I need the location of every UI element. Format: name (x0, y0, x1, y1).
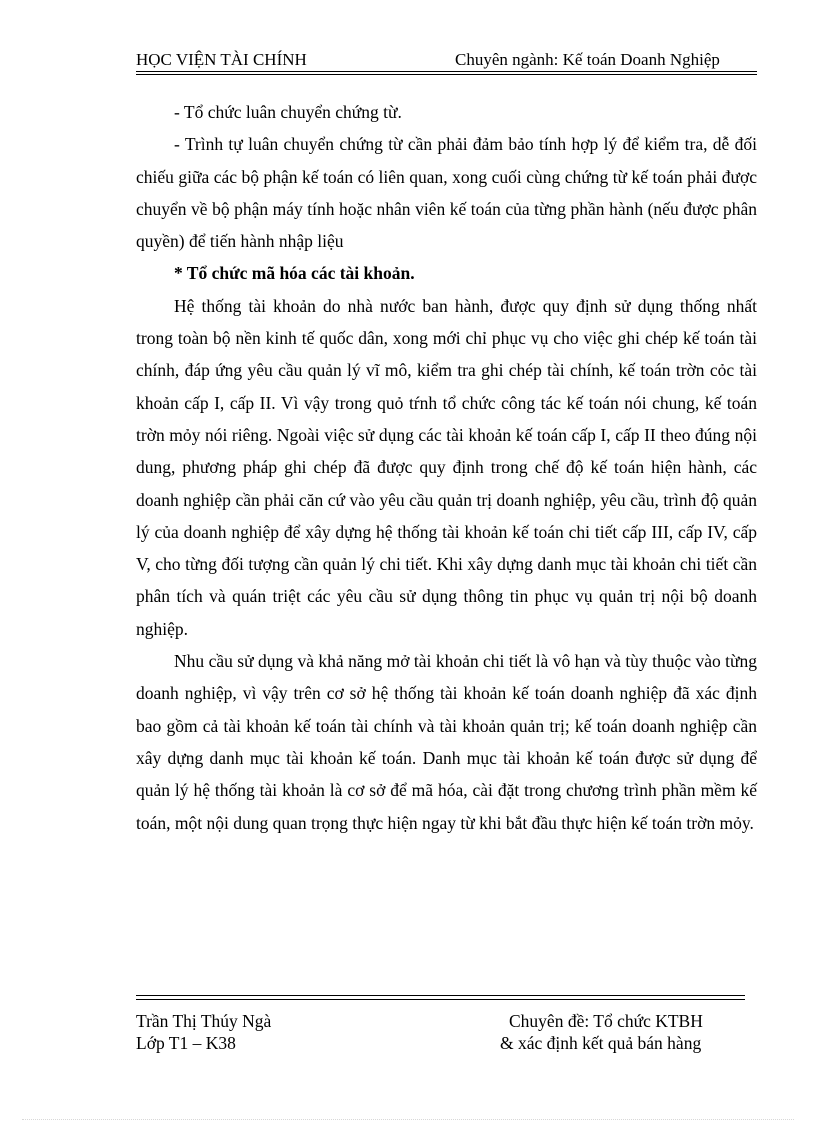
footer-topic-line1: Chuyên đề: Tổ chức KTBH (509, 1011, 703, 1031)
section-heading-account-coding: * Tổ chức mã hóa các tài khoản. (174, 263, 415, 284)
header-institution: HỌC VIỆN TÀI CHÍNH (136, 50, 307, 69)
paragraph-account-system: Hệ thống tài khoản do nhà nước ban hành, được quy định sử dụng thống nhất trong toàn bộ nền kinh tế quốc dân, xong mới chỉ phục vụ cho việc ghi chép kế toán tài chính, đáp ứng yêu cầu quản lý vĩ mô, kiểm tra ghi chép tài chính, kế toán trờn cỏc tài khoản cấp I, cấp II. Vì vậy trong quỏ tŕnh tổ chức công tác kế toán nói chung, kế toán trờn mỏy nói riêng. Ngoài việc sử dụng các tài khoản kế toán cấp I, cấp II theo đúng nội dung, phương pháp ghi chép đã được quy định trong chế độ kế toán hiện hành, các doanh nghiệp cần phải căn cứ vào yêu cầu quản trị doanh nghiệp, yêu cầu, trình độ quản lý của doanh nghiệp để xây dựng hệ thống tài khoản kế toán chi tiết cấp III, cấp IV, cấp V, cho từng đối tượng cần quản lý chi tiết. Khi xây dựng danh mục tài khoản chi tiết cần phân tích và quán triệt các yêu cầu sử dụng thông tin phục vụ quản trị nội bộ doanh nghiệp. (136, 295, 757, 639)
page-bottom-edge (22, 1119, 794, 1120)
footer-author: Trần Thị Thúy Ngà (136, 1011, 272, 1031)
header-divider (136, 71, 757, 72)
footer-topic-line2: & xác định kết quả bán hàng (500, 1033, 702, 1053)
paragraph-circulation-sequence: - Trình tự luân chuyển chứng từ cần phải đảm bảo tính hợp lý để kiểm tra, dễ đối chiếu giữa các bộ phận kế toán có liên quan, xong cuối cùng chứng từ kế toán phải được chuyển về bộ phận máy tính hoặc nhân viên kế toán của từng phần hành (nếu được phân quyền) để tiến hành nhập liệu (136, 134, 757, 252)
document-body (136, 96, 757, 839)
header-divider-double (136, 74, 757, 75)
paragraph-detail-accounts: Nhu cầu sử dụng và khả năng mở tài khoản chi tiết là vô hạn và tùy thuộc vào từng doanh nghiệp, vì vậy trên cơ sở hệ thống tài khoản kế toán doanh nghiệp đã xác định bao gồm cả tài khoản kế toán tài chính và tài khoản quản trị; kế toán doanh nghiệp cần xây dựng danh mục tài khoản kế toán. Danh mục tài khoản kế toán được sử dụng để quản lý hệ thống tài khoản là cơ sở để mã hóa, cài đặt trong chương trình phần mềm kế toán, một nội dung quan trọng thực hiện ngay từ khi bắt đầu thực hiện kế toán trờn mỏy. (136, 651, 757, 833)
footer-divider (136, 995, 745, 996)
footer-class: Lớp T1 – K38 (136, 1033, 236, 1053)
footer-divider-double (136, 999, 745, 1000)
paragraph-document-circulation: - Tổ chức luân chuyển chứng từ. (174, 102, 402, 122)
header-specialty: Chuyên ngành: Kế toán Doanh Nghiệp (455, 50, 720, 69)
